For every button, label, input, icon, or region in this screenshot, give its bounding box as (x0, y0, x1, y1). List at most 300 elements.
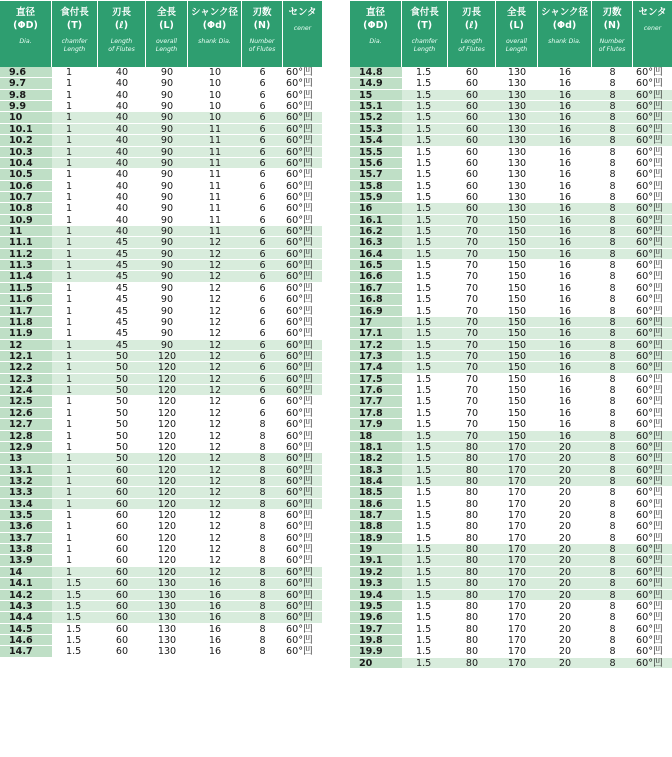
table-row (350, 385, 672, 396)
cell-flute-length: 50 (115, 362, 129, 373)
cell-center: 60°凹 (636, 475, 663, 487)
cell-diameter: 12.7 (0, 419, 52, 429)
cell-center: 60°凹 (286, 419, 313, 430)
cell-center: 60°凹 (636, 305, 663, 316)
cell-overall-length: 90 (160, 135, 174, 146)
table-row (350, 203, 672, 214)
cell-shank-diameter: 20 (558, 555, 572, 566)
table-header (350, 1, 672, 67)
cell-overall-length: 170 (507, 634, 527, 646)
cell-center: 60°凹 (636, 612, 663, 623)
header-number-of-flutes: 刃数 (N) Number of Flutes (592, 1, 633, 67)
table-row (350, 578, 672, 589)
cell-number-of-flutes: 8 (609, 487, 616, 498)
cell-shank-diameter: 20 (558, 634, 572, 646)
cell-overall-length: 120 (157, 555, 177, 566)
cell-number-of-flutes: 8 (609, 441, 616, 453)
cell-center: 60°凹 (636, 237, 663, 248)
cell-number-of-flutes: 8 (259, 634, 266, 646)
cell-chamfer-length: 1 (66, 385, 73, 396)
cell-overall-length: 120 (157, 396, 177, 407)
cell-overall-length: 150 (507, 282, 527, 294)
cell-overall-length: 130 (507, 169, 527, 180)
table-row (0, 306, 322, 317)
table-row (0, 624, 322, 635)
cell-diameter: 15 (350, 90, 402, 100)
cell-shank-diameter: 11 (208, 135, 222, 146)
cell-number-of-flutes: 8 (259, 544, 266, 555)
cell-flute-length: 60 (115, 600, 129, 612)
cell-chamfer-length: 1.5 (66, 600, 82, 612)
cell-chamfer-length: 1.5 (416, 294, 432, 305)
cell-center: 60°凹 (286, 214, 313, 226)
cell-flute-length: 60 (115, 521, 129, 532)
cell-center: 60°凹 (636, 248, 663, 260)
table-row (350, 374, 672, 385)
cell-chamfer-length: 1.5 (416, 623, 432, 634)
cell-flute-length: 60 (465, 78, 479, 89)
cell-chamfer-length: 1 (66, 169, 73, 180)
cell-shank-diameter: 12 (208, 328, 222, 339)
table-row (350, 476, 672, 487)
cell-overall-length: 120 (157, 532, 177, 544)
cell-number-of-flutes: 8 (609, 498, 616, 510)
cell-flute-length: 70 (465, 350, 479, 362)
cell-chamfer-length: 1 (66, 191, 73, 203)
cell-flute-length: 70 (465, 385, 479, 396)
table-row (350, 533, 672, 544)
cell-shank-diameter: 12 (208, 407, 222, 419)
cell-overall-length: 120 (157, 566, 177, 578)
cell-number-of-flutes: 8 (609, 566, 616, 578)
cell-chamfer-length: 1.5 (416, 487, 432, 498)
cell-flute-length: 60 (465, 135, 479, 146)
cell-center: 60°凹 (286, 407, 313, 419)
cell-flute-length: 40 (115, 123, 129, 135)
cell-shank-diameter: 16 (558, 350, 572, 362)
cell-diameter: 11.6 (0, 294, 52, 304)
cell-flute-length: 40 (115, 101, 129, 112)
cell-chamfer-length: 1 (66, 226, 73, 237)
cell-shank-diameter: 16 (558, 305, 572, 316)
cell-center: 60°凹 (636, 600, 663, 612)
cell-number-of-flutes: 8 (609, 385, 616, 396)
cell-flute-length: 45 (115, 328, 129, 339)
table-row (0, 203, 322, 214)
cell-center: 60°凹 (286, 237, 313, 248)
cell-flute-length: 45 (115, 237, 129, 248)
cell-number-of-flutes: 8 (609, 169, 616, 180)
cell-diameter: 18.8 (350, 521, 402, 531)
cell-diameter: 12.5 (0, 396, 52, 406)
cell-overall-length: 150 (507, 373, 527, 385)
cell-chamfer-length: 1.5 (416, 510, 432, 521)
cell-shank-diameter: 20 (558, 475, 572, 487)
cell-shank-diameter: 12 (208, 350, 222, 362)
table-row (350, 431, 672, 442)
cell-center: 60°凹 (636, 214, 663, 226)
cell-diameter: 17.1 (350, 328, 402, 338)
cell-flute-length: 80 (465, 510, 479, 521)
cell-center: 60°凹 (636, 123, 663, 135)
cell-overall-length: 130 (507, 157, 527, 169)
cell-overall-length: 130 (507, 135, 527, 146)
cell-diameter: 16.1 (350, 215, 402, 225)
cell-flute-length: 70 (465, 328, 479, 339)
cell-number-of-flutes: 6 (259, 407, 266, 419)
table-row (0, 612, 322, 623)
cell-center: 60°凹 (286, 464, 313, 475)
cell-number-of-flutes: 6 (259, 305, 266, 316)
cell-chamfer-length: 1.5 (416, 237, 432, 248)
cell-chamfer-length: 1.5 (416, 89, 432, 101)
cell-chamfer-length: 1.5 (416, 123, 432, 135)
table-row (0, 567, 322, 578)
cell-shank-diameter: 12 (208, 271, 222, 282)
cell-overall-length: 170 (507, 555, 527, 566)
cell-number-of-flutes: 6 (259, 135, 266, 146)
cell-diameter: 15.5 (350, 147, 402, 157)
cell-number-of-flutes: 8 (609, 396, 616, 407)
table-body (350, 67, 672, 669)
cell-shank-diameter: 16 (558, 248, 572, 260)
cell-diameter: 17.2 (350, 340, 402, 350)
cell-center: 60°凹 (636, 350, 663, 362)
cell-number-of-flutes: 8 (609, 612, 616, 623)
cell-overall-length: 130 (157, 612, 177, 623)
cell-diameter: 13.2 (0, 476, 52, 486)
cell-center: 60°凹 (636, 328, 663, 339)
table-row (350, 271, 672, 282)
cell-flute-length: 80 (465, 600, 479, 612)
cell-center: 60°凹 (286, 191, 313, 203)
cell-number-of-flutes: 8 (609, 623, 616, 634)
cell-center: 60°凹 (286, 498, 313, 510)
table-row (0, 578, 322, 589)
cell-chamfer-length: 1.5 (416, 260, 432, 271)
cell-shank-diameter: 12 (208, 498, 222, 510)
cell-diameter: 10.7 (0, 192, 52, 202)
cell-diameter: 12.6 (0, 408, 52, 418)
cell-center: 60°凹 (636, 453, 663, 464)
cell-diameter: 13 (0, 453, 52, 463)
cell-chamfer-length: 1 (66, 146, 73, 157)
cell-center: 60°凹 (636, 78, 663, 89)
cell-chamfer-length: 1.5 (416, 385, 432, 396)
cell-center: 60°凹 (636, 146, 663, 157)
cell-overall-length: 120 (157, 475, 177, 487)
table-row (350, 408, 672, 419)
cell-shank-diameter: 16 (558, 260, 572, 271)
cell-center: 60°凹 (286, 316, 313, 328)
cell-overall-length: 90 (160, 282, 174, 294)
cell-diameter: 11.1 (0, 237, 52, 247)
cell-diameter: 16.8 (350, 294, 402, 304)
cell-diameter: 11.2 (0, 249, 52, 259)
cell-number-of-flutes: 8 (259, 566, 266, 578)
table-row (350, 567, 672, 578)
cell-diameter: 12 (0, 340, 52, 350)
cell-number-of-flutes: 8 (609, 146, 616, 157)
cell-number-of-flutes: 8 (609, 180, 616, 191)
cell-chamfer-length: 1.5 (66, 634, 82, 646)
cell-overall-length: 90 (160, 89, 174, 101)
cell-overall-length: 150 (507, 339, 527, 350)
table-row (350, 169, 672, 180)
cell-overall-length: 120 (157, 407, 177, 419)
cell-diameter: 13.7 (0, 533, 52, 543)
cell-flute-length: 80 (465, 578, 479, 589)
cell-shank-diameter: 20 (558, 487, 572, 498)
cell-flute-length: 50 (115, 441, 129, 453)
cell-number-of-flutes: 8 (259, 600, 266, 612)
cell-center: 60°凹 (636, 203, 663, 214)
cell-shank-diameter: 12 (208, 248, 222, 260)
cell-chamfer-length: 1 (66, 67, 73, 78)
cell-overall-length: 170 (507, 578, 527, 589)
table-row (350, 90, 672, 101)
cell-overall-length: 170 (507, 498, 527, 510)
cell-overall-length: 130 (507, 101, 527, 112)
cell-center: 60°凹 (636, 555, 663, 566)
cell-flute-length: 70 (465, 282, 479, 294)
cell-flute-length: 50 (115, 385, 129, 396)
cell-diameter: 14.4 (0, 612, 52, 622)
cell-flute-length: 80 (465, 532, 479, 544)
cell-flute-length: 40 (115, 203, 129, 214)
cell-shank-diameter: 16 (208, 634, 222, 646)
cell-center: 60°凹 (286, 169, 313, 180)
cell-chamfer-length: 1.5 (416, 498, 432, 510)
cell-diameter: 12.1 (0, 351, 52, 361)
cell-diameter: 13.1 (0, 465, 52, 475)
cell-number-of-flutes: 8 (609, 578, 616, 589)
cell-overall-length: 130 (507, 146, 527, 157)
cell-diameter: 10.6 (0, 181, 52, 191)
cell-overall-length: 170 (507, 623, 527, 634)
cell-center: 60°凹 (286, 373, 313, 385)
cell-flute-length: 70 (465, 305, 479, 316)
cell-chamfer-length: 1.5 (416, 612, 432, 623)
cell-diameter: 14.6 (0, 635, 52, 645)
cell-chamfer-length: 1 (66, 475, 73, 487)
cell-diameter: 18.6 (350, 499, 402, 509)
cell-center: 60°凹 (286, 350, 313, 362)
cell-chamfer-length: 1.5 (66, 578, 82, 589)
cell-chamfer-length: 1.5 (66, 612, 82, 623)
cell-number-of-flutes: 6 (259, 282, 266, 294)
cell-flute-length: 80 (465, 646, 479, 657)
cell-diameter: 10.5 (0, 169, 52, 179)
cell-shank-diameter: 16 (558, 282, 572, 294)
table-row (350, 612, 672, 623)
header-flute-length: 刃長 (ℓ) Length of Flutes (98, 1, 146, 67)
cell-shank-diameter: 16 (558, 135, 572, 146)
cell-diameter: 13.5 (0, 510, 52, 520)
cell-diameter: 18.7 (350, 510, 402, 520)
cell-center: 60°凹 (636, 135, 663, 146)
cell-overall-length: 90 (160, 112, 174, 123)
cell-shank-diameter: 20 (558, 521, 572, 532)
cell-center: 60°凹 (636, 157, 663, 169)
cell-flute-length: 60 (465, 157, 479, 169)
cell-number-of-flutes: 8 (609, 339, 616, 350)
cell-chamfer-length: 1.5 (416, 316, 432, 328)
cell-shank-diameter: 20 (558, 657, 572, 669)
cell-chamfer-length: 1.5 (416, 271, 432, 282)
cell-overall-length: 90 (160, 328, 174, 339)
table-row (350, 544, 672, 555)
table-row (0, 237, 322, 248)
cell-number-of-flutes: 8 (609, 191, 616, 203)
cell-chamfer-length: 1 (66, 237, 73, 248)
cell-number-of-flutes: 6 (259, 396, 266, 407)
table-row (350, 147, 672, 158)
cell-number-of-flutes: 6 (259, 67, 266, 78)
cell-shank-diameter: 12 (208, 532, 222, 544)
cell-chamfer-length: 1 (66, 214, 73, 226)
table-row (0, 396, 322, 407)
cell-diameter: 17.3 (350, 351, 402, 361)
table-row (0, 544, 322, 555)
cell-shank-diameter: 11 (208, 169, 222, 180)
cell-number-of-flutes: 8 (259, 532, 266, 544)
table-row (0, 487, 322, 498)
cell-diameter: 14.3 (0, 601, 52, 611)
table-row (350, 635, 672, 646)
cell-overall-length: 130 (157, 623, 177, 634)
cell-diameter: 19.5 (350, 601, 402, 611)
cell-shank-diameter: 10 (208, 112, 222, 123)
cell-shank-diameter: 16 (558, 339, 572, 350)
cell-center: 60°凹 (286, 328, 313, 339)
cell-flute-length: 60 (115, 498, 129, 510)
cell-diameter: 9.6 (0, 67, 52, 77)
cell-flute-length: 60 (465, 123, 479, 135)
cell-number-of-flutes: 6 (259, 328, 266, 339)
cell-number-of-flutes: 6 (259, 191, 266, 203)
cell-flute-length: 60 (465, 180, 479, 191)
cell-center: 60°凹 (286, 339, 313, 350)
cell-center: 60°凹 (286, 430, 313, 441)
cell-flute-length: 80 (465, 544, 479, 555)
cell-center: 60°凹 (636, 362, 663, 373)
cell-number-of-flutes: 8 (609, 260, 616, 271)
cell-diameter: 11.7 (0, 306, 52, 316)
cell-flute-length: 60 (115, 555, 129, 566)
cell-number-of-flutes: 8 (609, 510, 616, 521)
cell-overall-length: 170 (507, 532, 527, 544)
table-row (350, 396, 672, 407)
cell-center: 60°凹 (286, 612, 313, 623)
cell-number-of-flutes: 8 (259, 475, 266, 487)
table-row (350, 340, 672, 351)
cell-shank-diameter: 16 (558, 157, 572, 169)
cell-flute-length: 70 (465, 339, 479, 350)
cell-overall-length: 130 (157, 646, 177, 657)
cell-diameter: 17.5 (350, 374, 402, 384)
cell-number-of-flutes: 8 (609, 135, 616, 146)
cell-shank-diameter: 16 (558, 180, 572, 191)
cell-overall-length: 90 (160, 339, 174, 350)
table-row (0, 476, 322, 487)
cell-chamfer-length: 1 (66, 453, 73, 464)
cell-overall-length: 170 (507, 589, 527, 600)
cell-number-of-flutes: 8 (609, 112, 616, 123)
cell-center: 60°凹 (286, 510, 313, 521)
cell-center: 60°凹 (286, 396, 313, 407)
cell-shank-diameter: 16 (558, 430, 572, 441)
cell-shank-diameter: 16 (558, 294, 572, 305)
cell-center: 60°凹 (636, 373, 663, 385)
table-row (350, 351, 672, 362)
cell-diameter: 12.3 (0, 374, 52, 384)
cell-overall-length: 170 (507, 657, 527, 669)
cell-number-of-flutes: 6 (259, 146, 266, 157)
table-row (0, 431, 322, 442)
cell-number-of-flutes: 8 (609, 430, 616, 441)
cell-number-of-flutes: 8 (609, 203, 616, 214)
cell-diameter: 13.6 (0, 521, 52, 531)
cell-number-of-flutes: 8 (259, 646, 266, 657)
cell-chamfer-length: 1 (66, 305, 73, 316)
cell-shank-diameter: 12 (208, 294, 222, 305)
table-row (0, 124, 322, 135)
cell-shank-diameter: 12 (208, 441, 222, 453)
cell-center: 60°凹 (636, 464, 663, 475)
cell-chamfer-length: 1 (66, 89, 73, 101)
cell-chamfer-length: 1.5 (416, 362, 432, 373)
cell-flute-length: 60 (115, 634, 129, 646)
table-row (350, 317, 672, 328)
cell-number-of-flutes: 6 (259, 385, 266, 396)
cell-flute-length: 60 (465, 67, 479, 78)
cell-flute-length: 80 (465, 657, 479, 669)
cell-shank-diameter: 20 (558, 510, 572, 521)
table-row (0, 340, 322, 351)
cell-shank-diameter: 20 (558, 589, 572, 600)
table-row (0, 169, 322, 180)
cell-diameter: 19.9 (350, 646, 402, 656)
cell-diameter: 14.5 (0, 624, 52, 634)
cell-shank-diameter: 16 (558, 419, 572, 430)
table-row (0, 328, 322, 339)
cell-diameter: 15.2 (350, 112, 402, 122)
cell-chamfer-length: 1.5 (416, 146, 432, 157)
header-shank-diameter: シャンク径 (Φd) shank Dia. (188, 1, 242, 67)
cell-number-of-flutes: 8 (609, 475, 616, 487)
cell-center: 60°凹 (636, 316, 663, 328)
cell-chamfer-length: 1.5 (416, 248, 432, 260)
cell-overall-length: 170 (507, 510, 527, 521)
cell-shank-diameter: 12 (208, 385, 222, 396)
cell-diameter: 13.9 (0, 555, 52, 565)
cell-chamfer-length: 1 (66, 430, 73, 441)
cell-diameter: 14.7 (0, 646, 52, 656)
cell-overall-length: 150 (507, 237, 527, 248)
cell-center: 60°凹 (636, 260, 663, 271)
cell-center: 60°凹 (636, 294, 663, 305)
cell-flute-length: 60 (115, 623, 129, 634)
cell-overall-length: 90 (160, 248, 174, 260)
cell-number-of-flutes: 6 (259, 78, 266, 89)
cell-chamfer-length: 1.5 (416, 157, 432, 169)
cell-shank-diameter: 12 (208, 316, 222, 328)
cell-diameter: 17.8 (350, 408, 402, 418)
cell-flute-length: 50 (115, 419, 129, 430)
cell-chamfer-length: 1.5 (416, 430, 432, 441)
cell-overall-length: 130 (157, 634, 177, 646)
